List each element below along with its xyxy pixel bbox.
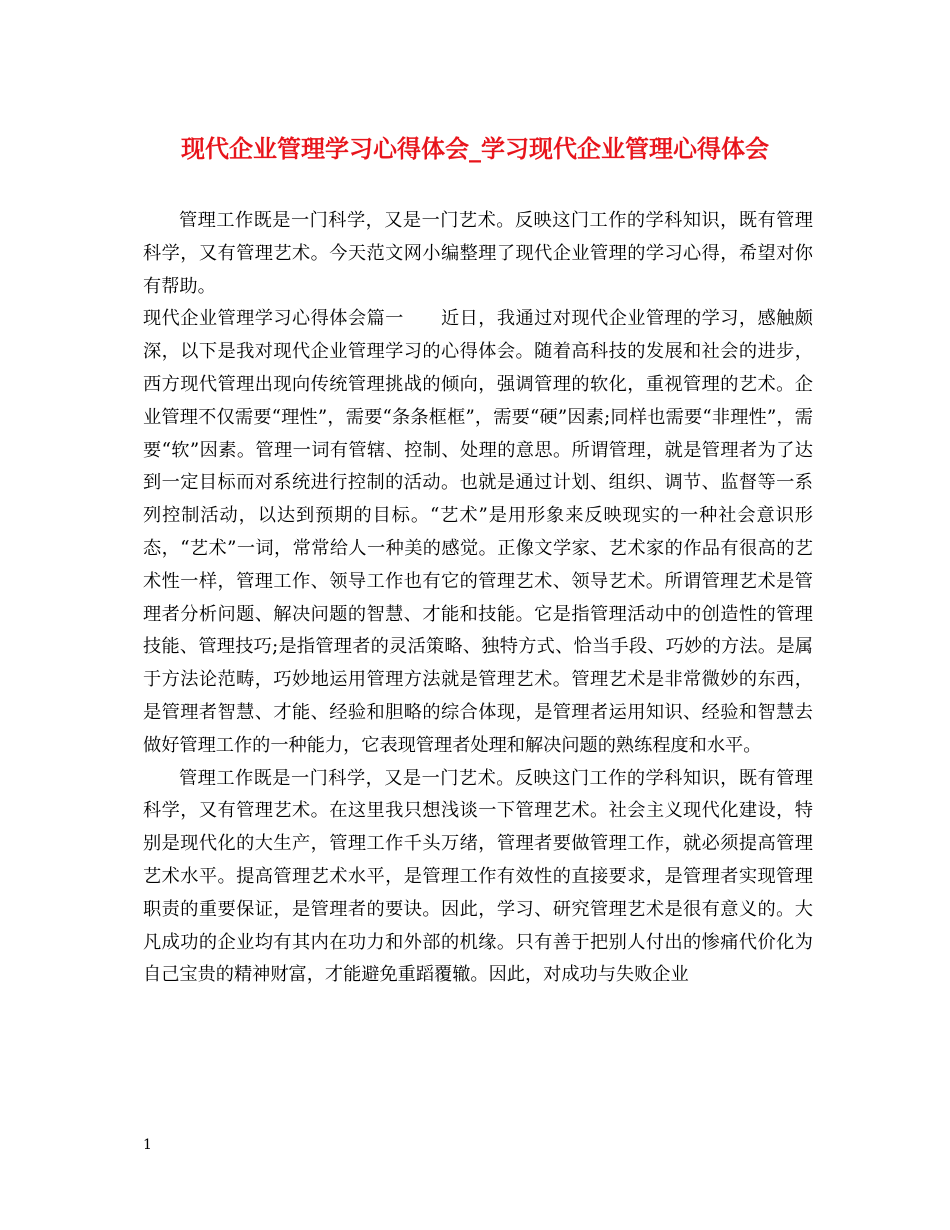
- paragraph-intro: 管理工作既是一门科学，又是一门艺术。反映这门工作的学科知识，既有管理科学，又有管理艺术。今天范文网小编整理了现代企业管理的学习心得，希望对你有帮助。: [143, 210, 813, 297]
- paragraph-management-art: 管理工作既是一门科学，又是一门艺术。反映这门工作的学科知识，既有管理科学，又有管理艺术。在这里我只想浅谈一下管理艺术。社会主义现代化建设，特别是现代化的大生产，管理工作千头万绪，管理者要做管理工作，就必须提高管理艺术水平。提高管理艺术水平，是管理工作有效性的直接要求，是管理者实现管理职责的重要保证，是管理者的要诀。因此，学习、研究管理艺术是很有意义的。大凡成功的企业均有其内在功力和外部的机缘。只有善于把别人付出的惨痛代价化为自己宝贵的精神财富，才能避免重蹈覆辙。因此，对成功与失败企业: [143, 767, 813, 986]
- paragraph-article-one: 现代企业管理学习心得体会篇一 近日，我通过对现代企业管理的学习，感触颇深，以下是我对现代企业管理学习的心得体会。随着高科技的发展和社会的进步，西方现代管理出现向传统管理挑战的倾向，强调管理的软化，重视管理的艺术。企业管理不仅需要“理性”，需要“条条框框”，需要“硬”因素;同样也需要“非理性”，需要“软”因素。管理一词有管辖、控制、处理的意思。所谓管理，就是管理者为了达到一定目标而对系统进行控制的活动。也就是通过计划、组织、调节、监督等一系列控制活动，以达到预期的目标。“艺术”是用形象来反映现实的一种社会意识形态，“艺术”一词，常常给人一种美的感觉。正像文学家、艺术家的作品有很高的艺术性一样，管理工作、领导工作也有它的管理艺术、领导艺术。所谓管理艺术是管理者分析问题、解决问题的智慧、才能和技能。它是指管理活动中的创造性的管理技能、管理技巧;是指管理者的灵活策略、独特方式、恰当手段、巧妙的方法。是属于方法论范畴，巧妙地运用管理方法就是管理艺术。管理艺术是非常微妙的东西，是管理者智慧、才能、经验和胆略的综合体现，是管理者运用知识、经验和智慧去做好管理工作的一种能力，它表现管理者处理和解决问题的熟练程度和水平。: [143, 308, 813, 756]
- page-number: 1: [143, 1137, 152, 1153]
- document-body: [143, 205, 813, 992]
- document-title: 现代企业管理学习心得体会_学习现代企业管理心得体会: [181, 134, 769, 163]
